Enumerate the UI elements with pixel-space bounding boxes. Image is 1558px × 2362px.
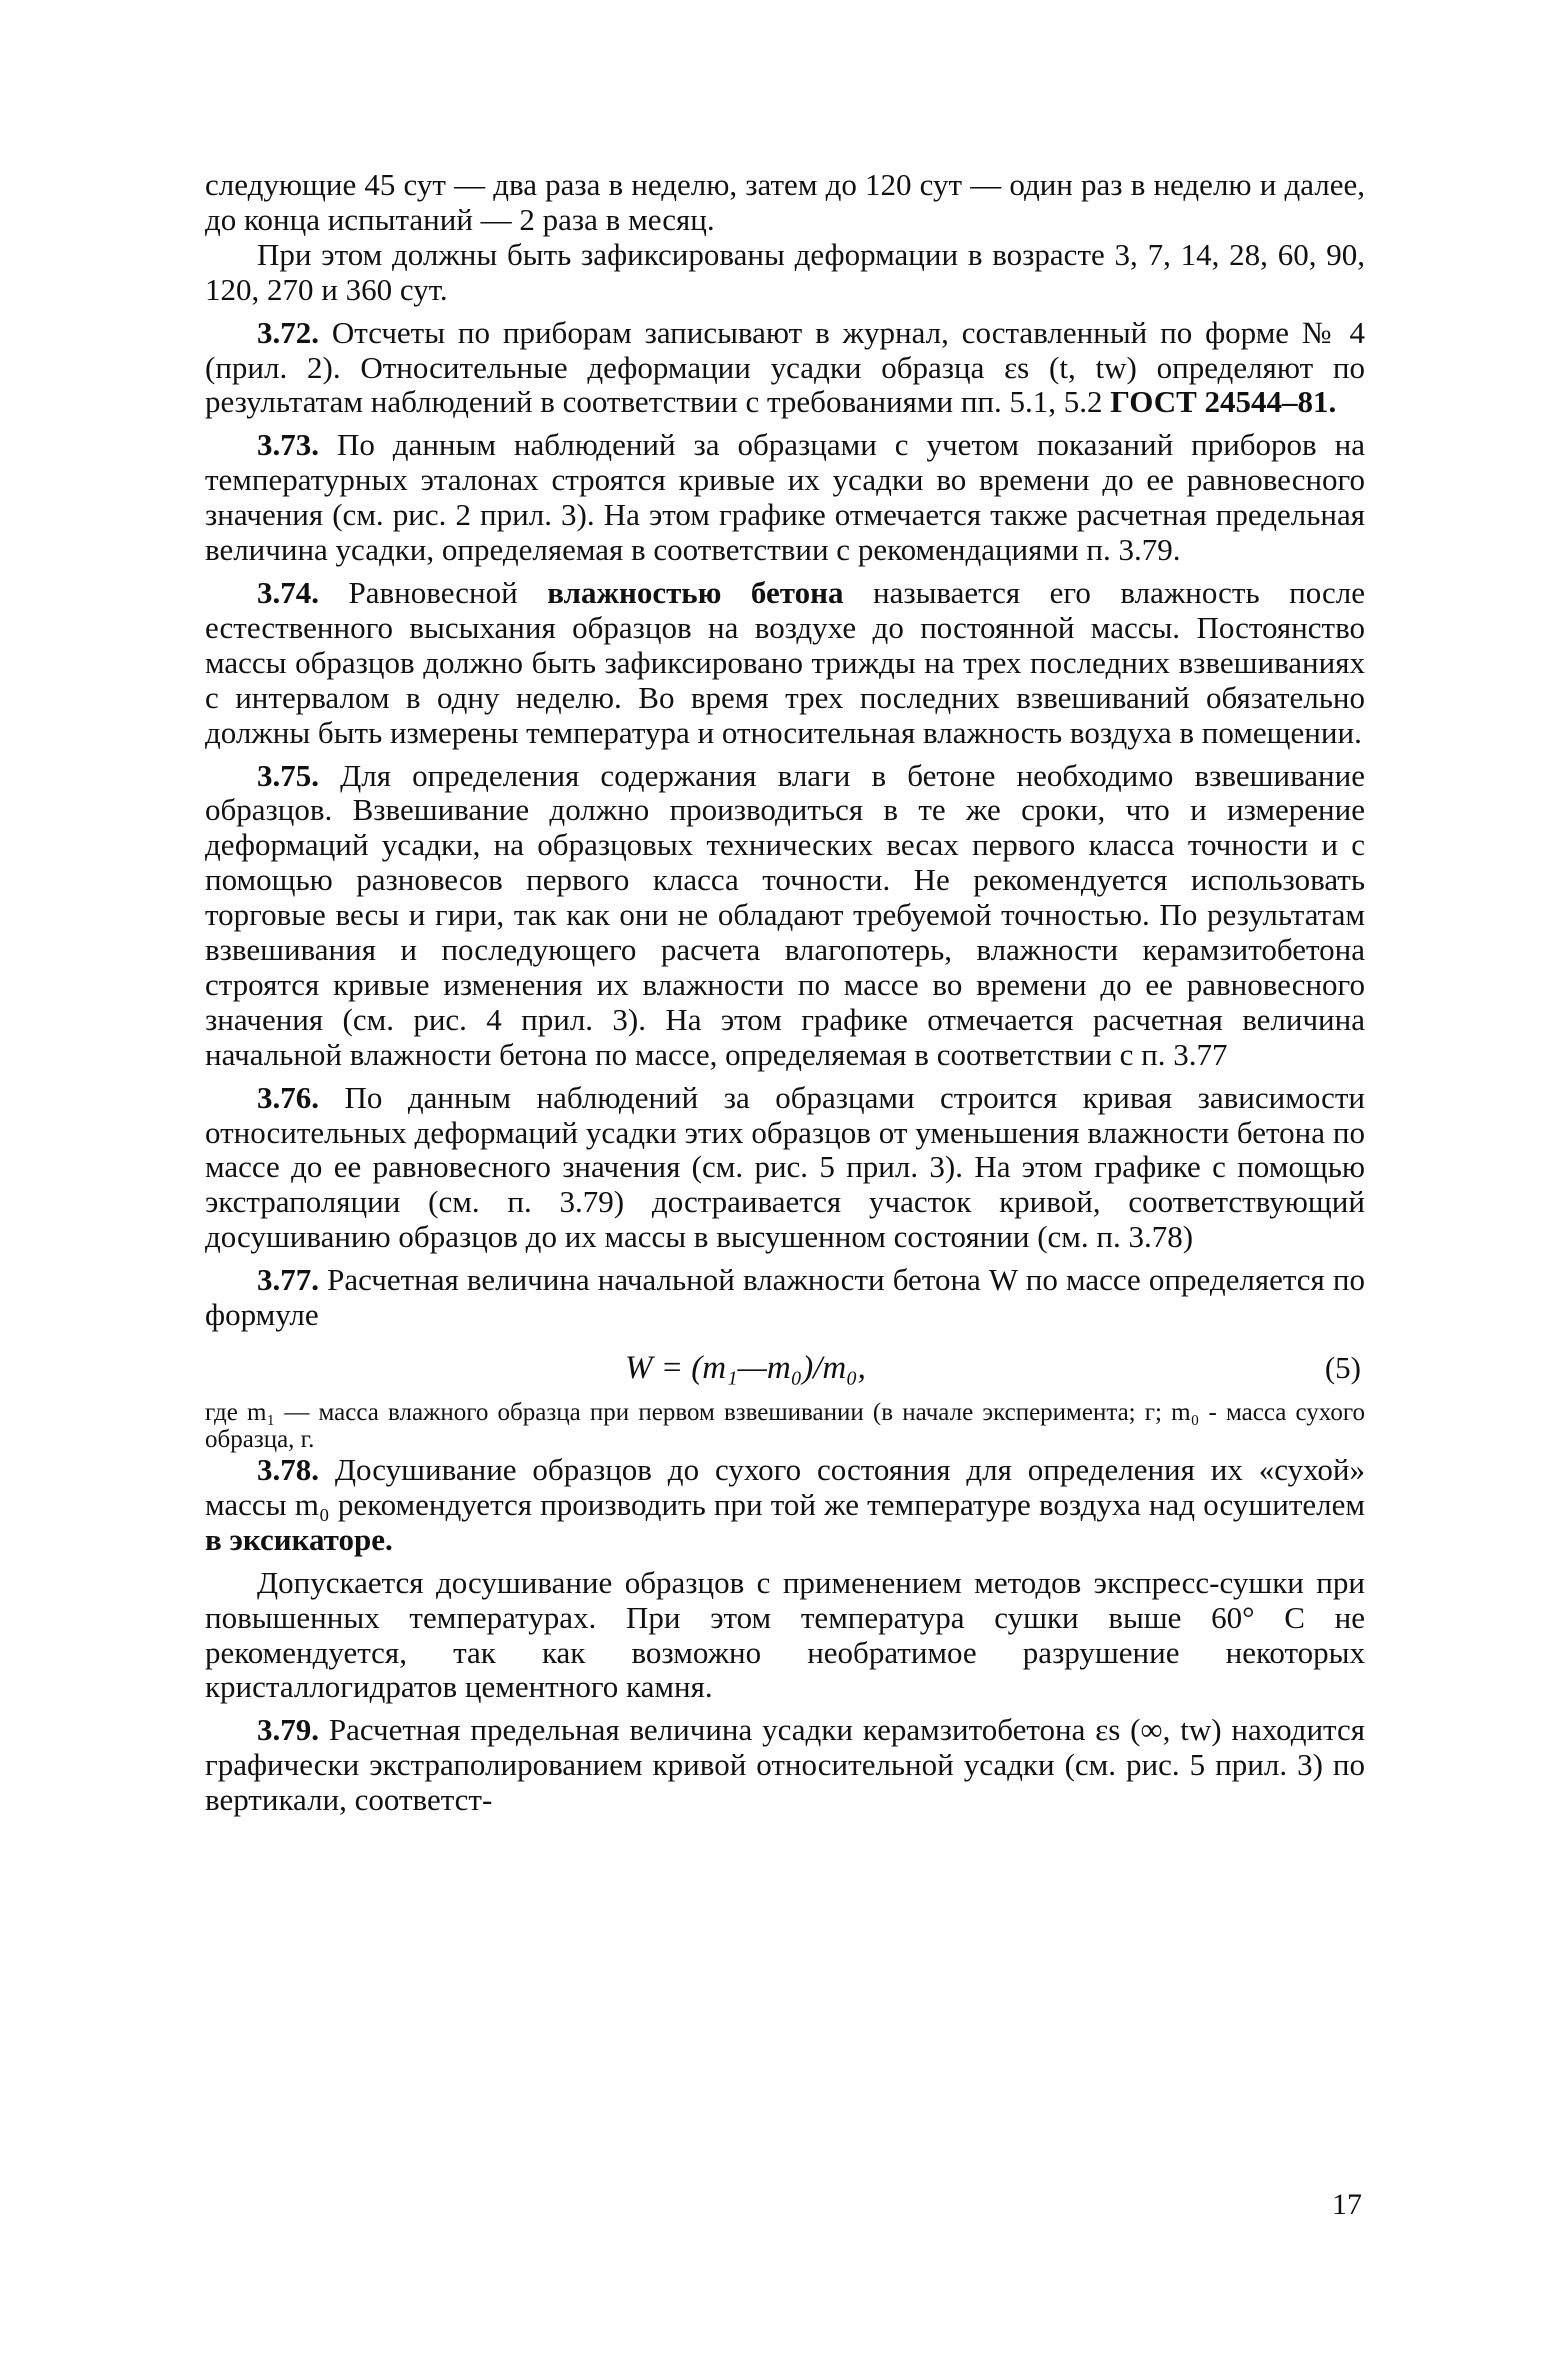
paragraph-ages: При этом должны быть зафиксированы деформации в возрасте 3, 7, 14, 28, 60, 90, 120, 270 и 360 сут. (205, 236, 1365, 307)
section-tail: в эксикаторе. (205, 1521, 393, 1557)
section-text: называется его влажность после естественного высыхания образцов на воздухе до постоянной массы. Постоянство массы образцов должно быть зафиксировано трижды на трех последних взвешиваниях с интервалом в одну неделю. Во время трех последних взвешиваний обязательно должны быть измерены температура и относительная влажность воздуха в помещении. (205, 574, 1365, 750)
gost-reference: ГОСТ 24544–81. (1110, 384, 1337, 420)
section-text: По данным наблюдений за образцами с учетом показаний приборов на температурных эталонах строятся кривые их усадки во времени до ее равновесного значения (см. рис. 2 прил. 3). На этом графике отмечается также расчетная предельная величина усадки, определяемая в соответствии с рекомендациями п. 3.79. (205, 427, 1365, 568)
defined-term: влажностью бетона (547, 574, 844, 610)
section-number: 3.73. (257, 427, 319, 463)
section-3-72 (205, 316, 1365, 421)
section-number: 3.78. (257, 1452, 319, 1487)
section-text: Досушивание образцов до сухого состояния для определения их «сухой» массы m₀ рекомендуется производить при той же температуре воздуха над осушителем (205, 1452, 1366, 1522)
section-3-79 (205, 1713, 1365, 1818)
section-number: 3.75. (257, 757, 319, 793)
section-number: 3.79. (257, 1712, 319, 1748)
section-3-74 (205, 576, 1365, 751)
section-text: Для определения содержания влаги в бетоне необходимо взвешивание образцов. Взвешивание должно производиться в те же сроки, что и измерение деформаций усадки, на образцовых технических весах первого класса точности и с помощью разновесов первого класса точности. Не рекомендуется использовать торговые весы и гири, так как они не обладают требуемой точностью. По результатам взвешивания и последующего расчета влагопотерь, влажности керамзитобетона строятся кривые изменения их влажности по массе во времени до ее равновесного значения (см. рис. 4 прил. 3). На этом графике отмечается расчетная величина начальной влажности бетона по массе, определяемая в соответствии с п. 3.77 (205, 757, 1365, 1072)
section-number: 3.74. (257, 574, 319, 610)
paragraph-express-drying: Допускается досушивание образцов с применением методов экспресс-сушки при повышенных температурах. При этом температура сушки выше 60° С не рекомендуется, так как возможно необратимое разрушение некоторых кристаллогидратов цементного камня. (205, 1564, 1365, 1705)
page-number: 17 (1332, 2188, 1362, 2221)
section-number: 3.72. (257, 314, 319, 350)
section-3-78 (205, 1453, 1365, 1558)
section-3-77 (205, 1263, 1365, 1333)
moisture-formula: W = (m₁—m₀)/m₀, (625, 1350, 866, 1386)
paragraph-intro: следующие 45 сут — два раза в неделю, затем до 120 сут — один раз в неделю и далее, до конца испытаний — 2 раза в месяц. (205, 167, 1365, 237)
section-text: По данным наблюдений за образцами строится кривая зависимости относительных деформаций усадки этих образцов от уменьшения влажности бетона по массе до ее равновесного значения (см. рис. 5 прил. 3). На этом графике с помощью экстраполяции (см. п. 3.79) достраивается участок кривой, соответствующий досушиванию образцов до их массы в высушенном состоянии (см. п. 3.78) (205, 1079, 1366, 1255)
section-text: Расчетная величина начальной влажности бетона W по массе определяется по формуле (205, 1262, 1365, 1333)
section-3-76 (205, 1081, 1365, 1256)
document-body (205, 168, 1365, 1818)
section-text: Отсчеты по приборам записывают в журнал, составленный по форме № 4 (прил. 2). Относительные деформации усадки образца εs (t, tw) определяют по результатам наблюдений в соответствии с требованиями пп. 5.1, 5.2 (205, 314, 1365, 420)
section-number: 3.76. (257, 1079, 319, 1115)
section-number: 3.77. (257, 1262, 319, 1298)
section-3-75 (205, 759, 1365, 1073)
formula-number: (5) (1324, 1350, 1361, 1385)
section-lead: Равновесной (348, 574, 548, 610)
formula-note: где m₁ — масса влажного образца при первом взвешивании (в начале эксперимента; г; m₀ - масса сухого образца, г. (205, 1399, 1365, 1453)
section-text: Расчетная предельная величина усадки керамзитобетона εs (∞, tw) находится графически экстраполированием кривой относительной усадки (см. рис. 5 прил. 3) по вертикали, соответст- (205, 1712, 1365, 1818)
formula-row (205, 1347, 1365, 1393)
section-3-73 (205, 428, 1365, 568)
